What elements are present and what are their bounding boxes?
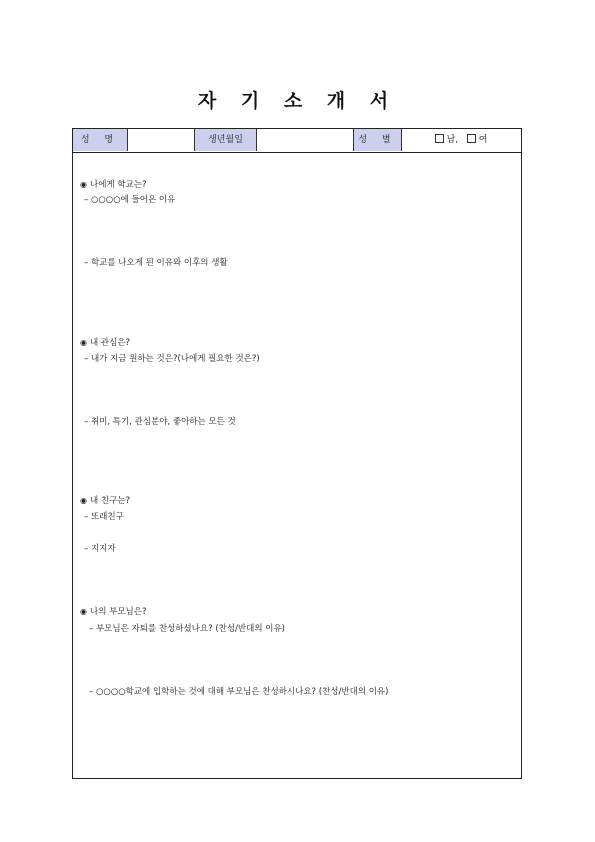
prompt-item: – 학교를 나오게 된 이유와 이후의 생활 xyxy=(84,258,228,268)
female-checkbox[interactable] xyxy=(467,134,476,143)
name-label: 성 명 xyxy=(73,129,128,151)
gender-label: 성 별 xyxy=(354,129,402,151)
male-checkbox[interactable] xyxy=(435,134,444,143)
section-heading-text: 나에게 학교는? xyxy=(90,180,147,190)
bullet-icon: ◉ xyxy=(80,338,87,347)
male-option-label: 남, xyxy=(446,135,459,145)
section-heading-school xyxy=(80,178,146,190)
bullet-icon: ◉ xyxy=(80,180,87,189)
personal-info-row xyxy=(73,129,521,153)
prompt-item: – 또래친구 xyxy=(84,512,124,522)
gender-options xyxy=(402,129,520,151)
document-title: 자 기 소 개 서 xyxy=(197,90,398,112)
bullet-icon: ◉ xyxy=(80,607,87,616)
bullet-icon: ◉ xyxy=(80,496,87,505)
section-heading-parents xyxy=(80,605,146,617)
section-heading-text: 나의 부모님은? xyxy=(90,607,147,617)
section-heading-friends xyxy=(80,494,130,506)
birthdate-field[interactable] xyxy=(257,129,354,151)
section-heading-text: 내 친구는? xyxy=(90,496,131,506)
prompt-item: – 내가 지금 원하는 것은?(나에게 필요한 것은?) xyxy=(84,354,260,364)
female-option-label: 여 xyxy=(478,135,488,145)
prompt-item: – 취미, 특기, 관심분야, 좋아하는 모든 것 xyxy=(84,417,236,427)
prompt-item: – 부모님은 자퇴를 찬성하셨나요? (찬성/반대의 이유) xyxy=(89,624,285,634)
section-heading-text: 내 관심은? xyxy=(90,338,131,348)
prompt-item: – 지지자 xyxy=(84,544,116,554)
prompt-item: – ○○○○에 들어온 이유 xyxy=(84,195,176,205)
name-field[interactable] xyxy=(128,129,195,151)
birthdate-label: 생년월일 xyxy=(195,129,257,151)
self-introduction-form xyxy=(72,128,522,779)
section-heading-interests xyxy=(80,336,130,348)
prompt-item: – ○○○○학교에 입학하는 것에 대해 부모님은 찬성하시나요? (찬성/반대의 이유) xyxy=(89,687,389,697)
